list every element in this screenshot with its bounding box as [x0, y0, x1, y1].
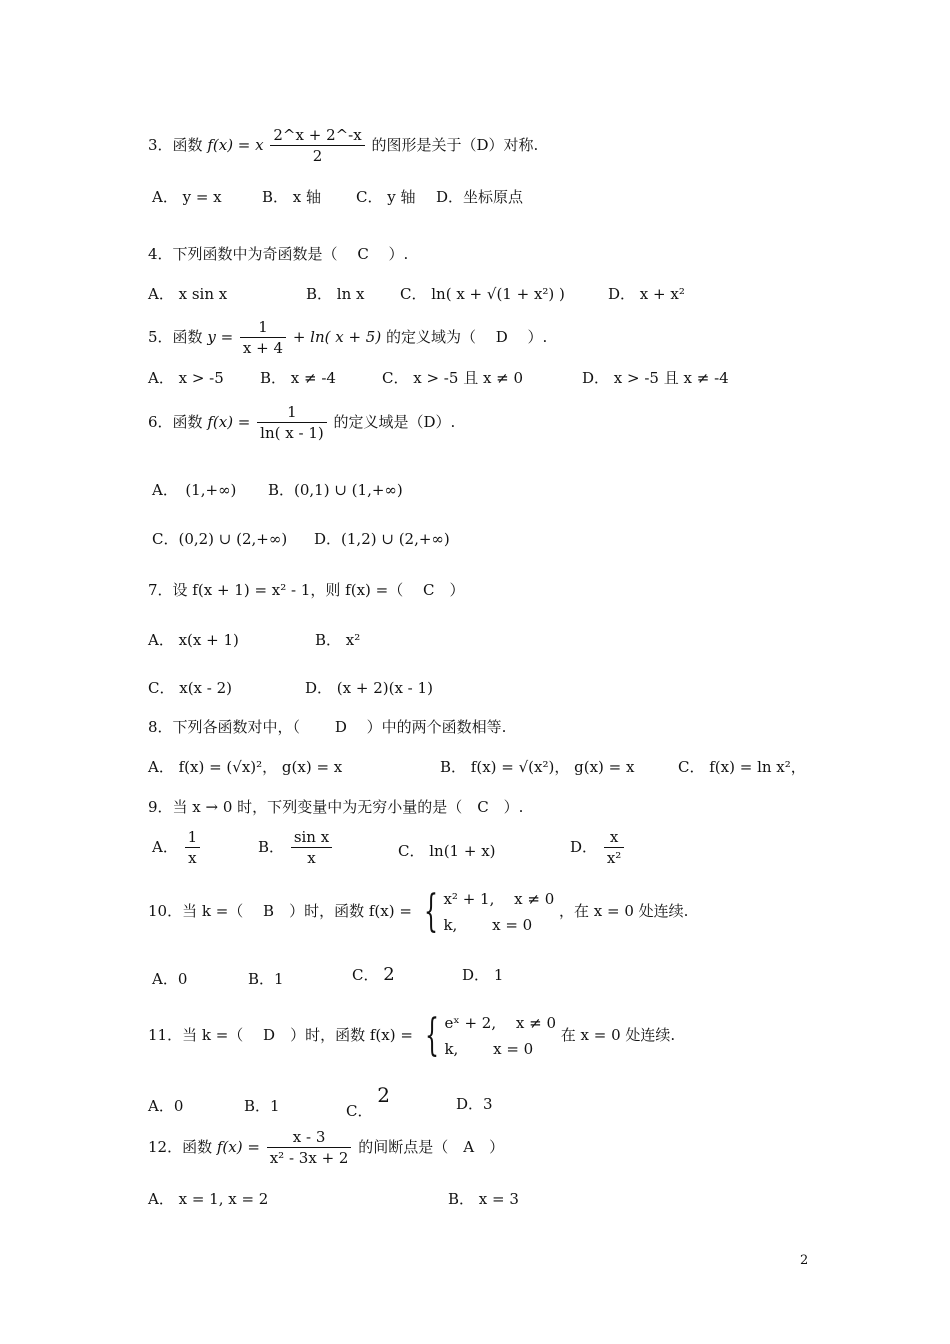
question-6: [148, 405, 455, 441]
q6-option-c: C．(0,2) ∪ (2,+∞): [152, 530, 288, 548]
q10-option-d-label: D．: [462, 966, 490, 984]
q6-frac-num: 1: [287, 403, 297, 421]
q3-option-b: B． x 轴: [262, 188, 322, 206]
q10-brace: {: [423, 886, 438, 937]
q10-cases: [443, 886, 554, 938]
q3-option-d: D．坐标原点: [436, 188, 524, 206]
q10-option-d-value: 1: [493, 966, 504, 984]
q12-option-a: A． x = 1, x = 2: [148, 1190, 269, 1208]
q3-option-a: A． y = x: [152, 188, 222, 206]
question-11: [148, 1010, 675, 1062]
q10-option-c-value: 2: [383, 964, 395, 985]
q10-option-a: A．0: [152, 970, 188, 988]
question-8: 8．下列各函数对中，（ D ）中的两个函数相等.: [148, 718, 507, 736]
q4-option-a: A． x sin x: [148, 285, 228, 303]
q11-option-c-label: C．: [346, 1102, 373, 1120]
q10-stem-prefix: 10．当 k =（ B ）时，函数 f(x) =: [148, 902, 412, 920]
q12-fraction: [267, 1130, 352, 1166]
page-number: 2: [800, 1253, 809, 1268]
q5-option-a: A． x > -5: [148, 369, 224, 387]
q6-option-d: D．(1,2) ∪ (2,+∞): [314, 530, 450, 548]
q9-option-b: [258, 830, 334, 866]
q4-option-d: D． x + x²: [608, 285, 685, 303]
q11-option-a: A．0: [148, 1097, 184, 1115]
question-3: [148, 128, 538, 164]
q5-stem-prefix: 5．函数: [148, 328, 203, 346]
q11-case-2: k, x = 0: [444, 1040, 534, 1058]
q7-option-b: B． x²: [315, 631, 361, 649]
q10-case-2: k, x = 0: [443, 916, 533, 934]
q11-option-c: [346, 1085, 390, 1119]
q4-option-c: C． ln( x + √(1 + x²) ): [400, 285, 565, 303]
q12-option-b: B． x = 3: [448, 1190, 519, 1208]
q3-expr: f(x) = x: [207, 136, 264, 154]
q9-d-den: x²: [604, 847, 624, 866]
q6-stem-prefix: 6．函数: [148, 413, 203, 431]
q10-option-b: B．1: [248, 970, 284, 988]
q9-option-d: [570, 830, 626, 866]
question-7: 7．设 f(x + 1) = x² - 1，则 f(x) =（ C ）: [148, 581, 465, 599]
q5-stem-suffix: 的定义域为（ D ）.: [385, 328, 548, 346]
q3-fraction: [270, 128, 364, 164]
q11-stem-prefix: 11．当 k =（ D ）时，函数 f(x) =: [148, 1026, 413, 1044]
q11-case-1: eˣ + 2, x ≠ 0: [444, 1014, 556, 1032]
q10-option-c: [352, 966, 395, 984]
q11-brace: {: [424, 1010, 439, 1061]
q9-option-d-fraction: [604, 830, 624, 866]
q9-option-d-label: D．: [570, 838, 598, 856]
q6-frac-den: ln( x - 1): [257, 422, 327, 441]
q6-stem-suffix: 的定义域是（D）.: [333, 413, 456, 431]
q11-option-c-value: 2: [377, 1083, 390, 1107]
q5-frac-den: x + 4: [240, 337, 286, 356]
q11-cases: [444, 1010, 556, 1062]
q5-option-c: C． x > -5 且 x ≠ 0: [382, 369, 524, 387]
q4-option-b: B． ln x: [306, 285, 365, 303]
q9-option-a-fraction: [185, 830, 201, 866]
q12-expr: f(x) =: [216, 1138, 260, 1156]
q9-a-den: x: [185, 847, 201, 866]
q5-frac-num: 1: [258, 318, 268, 336]
q9-a-num: 1: [187, 828, 198, 846]
q9-b-num: sin x: [293, 828, 330, 846]
q7-option-c: C． x(x - 2): [148, 679, 233, 697]
q11-stem-suffix: 在 x = 0 处连续.: [560, 1026, 676, 1044]
q8-option-c: C． f(x) = ln x²，: [678, 758, 806, 776]
q5-expr-tail: + ln( x + 5): [292, 328, 382, 346]
q9-option-a-label: A．: [152, 838, 178, 856]
q10-case-1: x² + 1, x ≠ 0: [443, 890, 555, 908]
q5-option-d: D． x > -5 且 x ≠ -4: [582, 369, 729, 387]
q6-option-a: A． (1,+∞): [152, 481, 237, 499]
q5-expr: y =: [207, 328, 234, 346]
q7-option-a: A． x(x + 1): [148, 631, 239, 649]
q3-option-c: C． y 轴: [356, 188, 416, 206]
question-12: [148, 1130, 504, 1166]
q11-option-b: B．1: [244, 1097, 280, 1115]
q12-stem-suffix: 的间断点是（ A ）: [358, 1138, 505, 1156]
q12-stem-prefix: 12．函数: [148, 1138, 213, 1156]
q6-expr: f(x) =: [207, 413, 251, 431]
question-9: 9．当 x → 0 时，下列变量中为无穷小量的是（ C ）.: [148, 798, 524, 816]
q8-option-b: B． f(x) = √(x²)， g(x) = x: [440, 758, 635, 776]
q10-stem-suffix: ，在 x = 0 处连续.: [559, 902, 689, 920]
q3-frac-num: 2^x + 2^-x: [273, 126, 362, 144]
q10-option-c-label: C．: [352, 966, 379, 984]
q12-frac-den: x² - 3x + 2: [267, 1147, 352, 1166]
q5-option-b: B． x ≠ -4: [260, 369, 336, 387]
q7-option-d: D． (x + 2)(x - 1): [305, 679, 433, 697]
q6-option-b: B．(0,1) ∪ (1,+∞): [268, 481, 403, 499]
q9-option-a: [152, 830, 202, 866]
q9-option-c: C． ln(1 + x): [398, 842, 496, 860]
q9-option-b-fraction: [291, 830, 332, 866]
q9-b-den: x: [291, 847, 332, 866]
q9-option-b-label: B．: [258, 838, 285, 856]
q3-frac-den: 2: [270, 145, 364, 164]
q10-option-d: [462, 968, 503, 983]
q3-stem-prefix: 3．函数: [148, 136, 203, 154]
q5-fraction: [240, 320, 286, 356]
question-5: [148, 320, 547, 356]
q3-stem-suffix: 的图形是关于（D）对称.: [371, 136, 539, 154]
q11-option-d: D．3: [456, 1095, 493, 1113]
question-4: 4．下列函数中为奇函数是（ C ）.: [148, 245, 409, 263]
question-10: [148, 886, 688, 938]
q8-option-a: A． f(x) = (√x)²， g(x) = x: [148, 758, 343, 776]
q9-d-num: x: [609, 828, 619, 846]
q6-fraction: [257, 405, 327, 441]
q12-frac-num: x - 3: [292, 1128, 326, 1146]
